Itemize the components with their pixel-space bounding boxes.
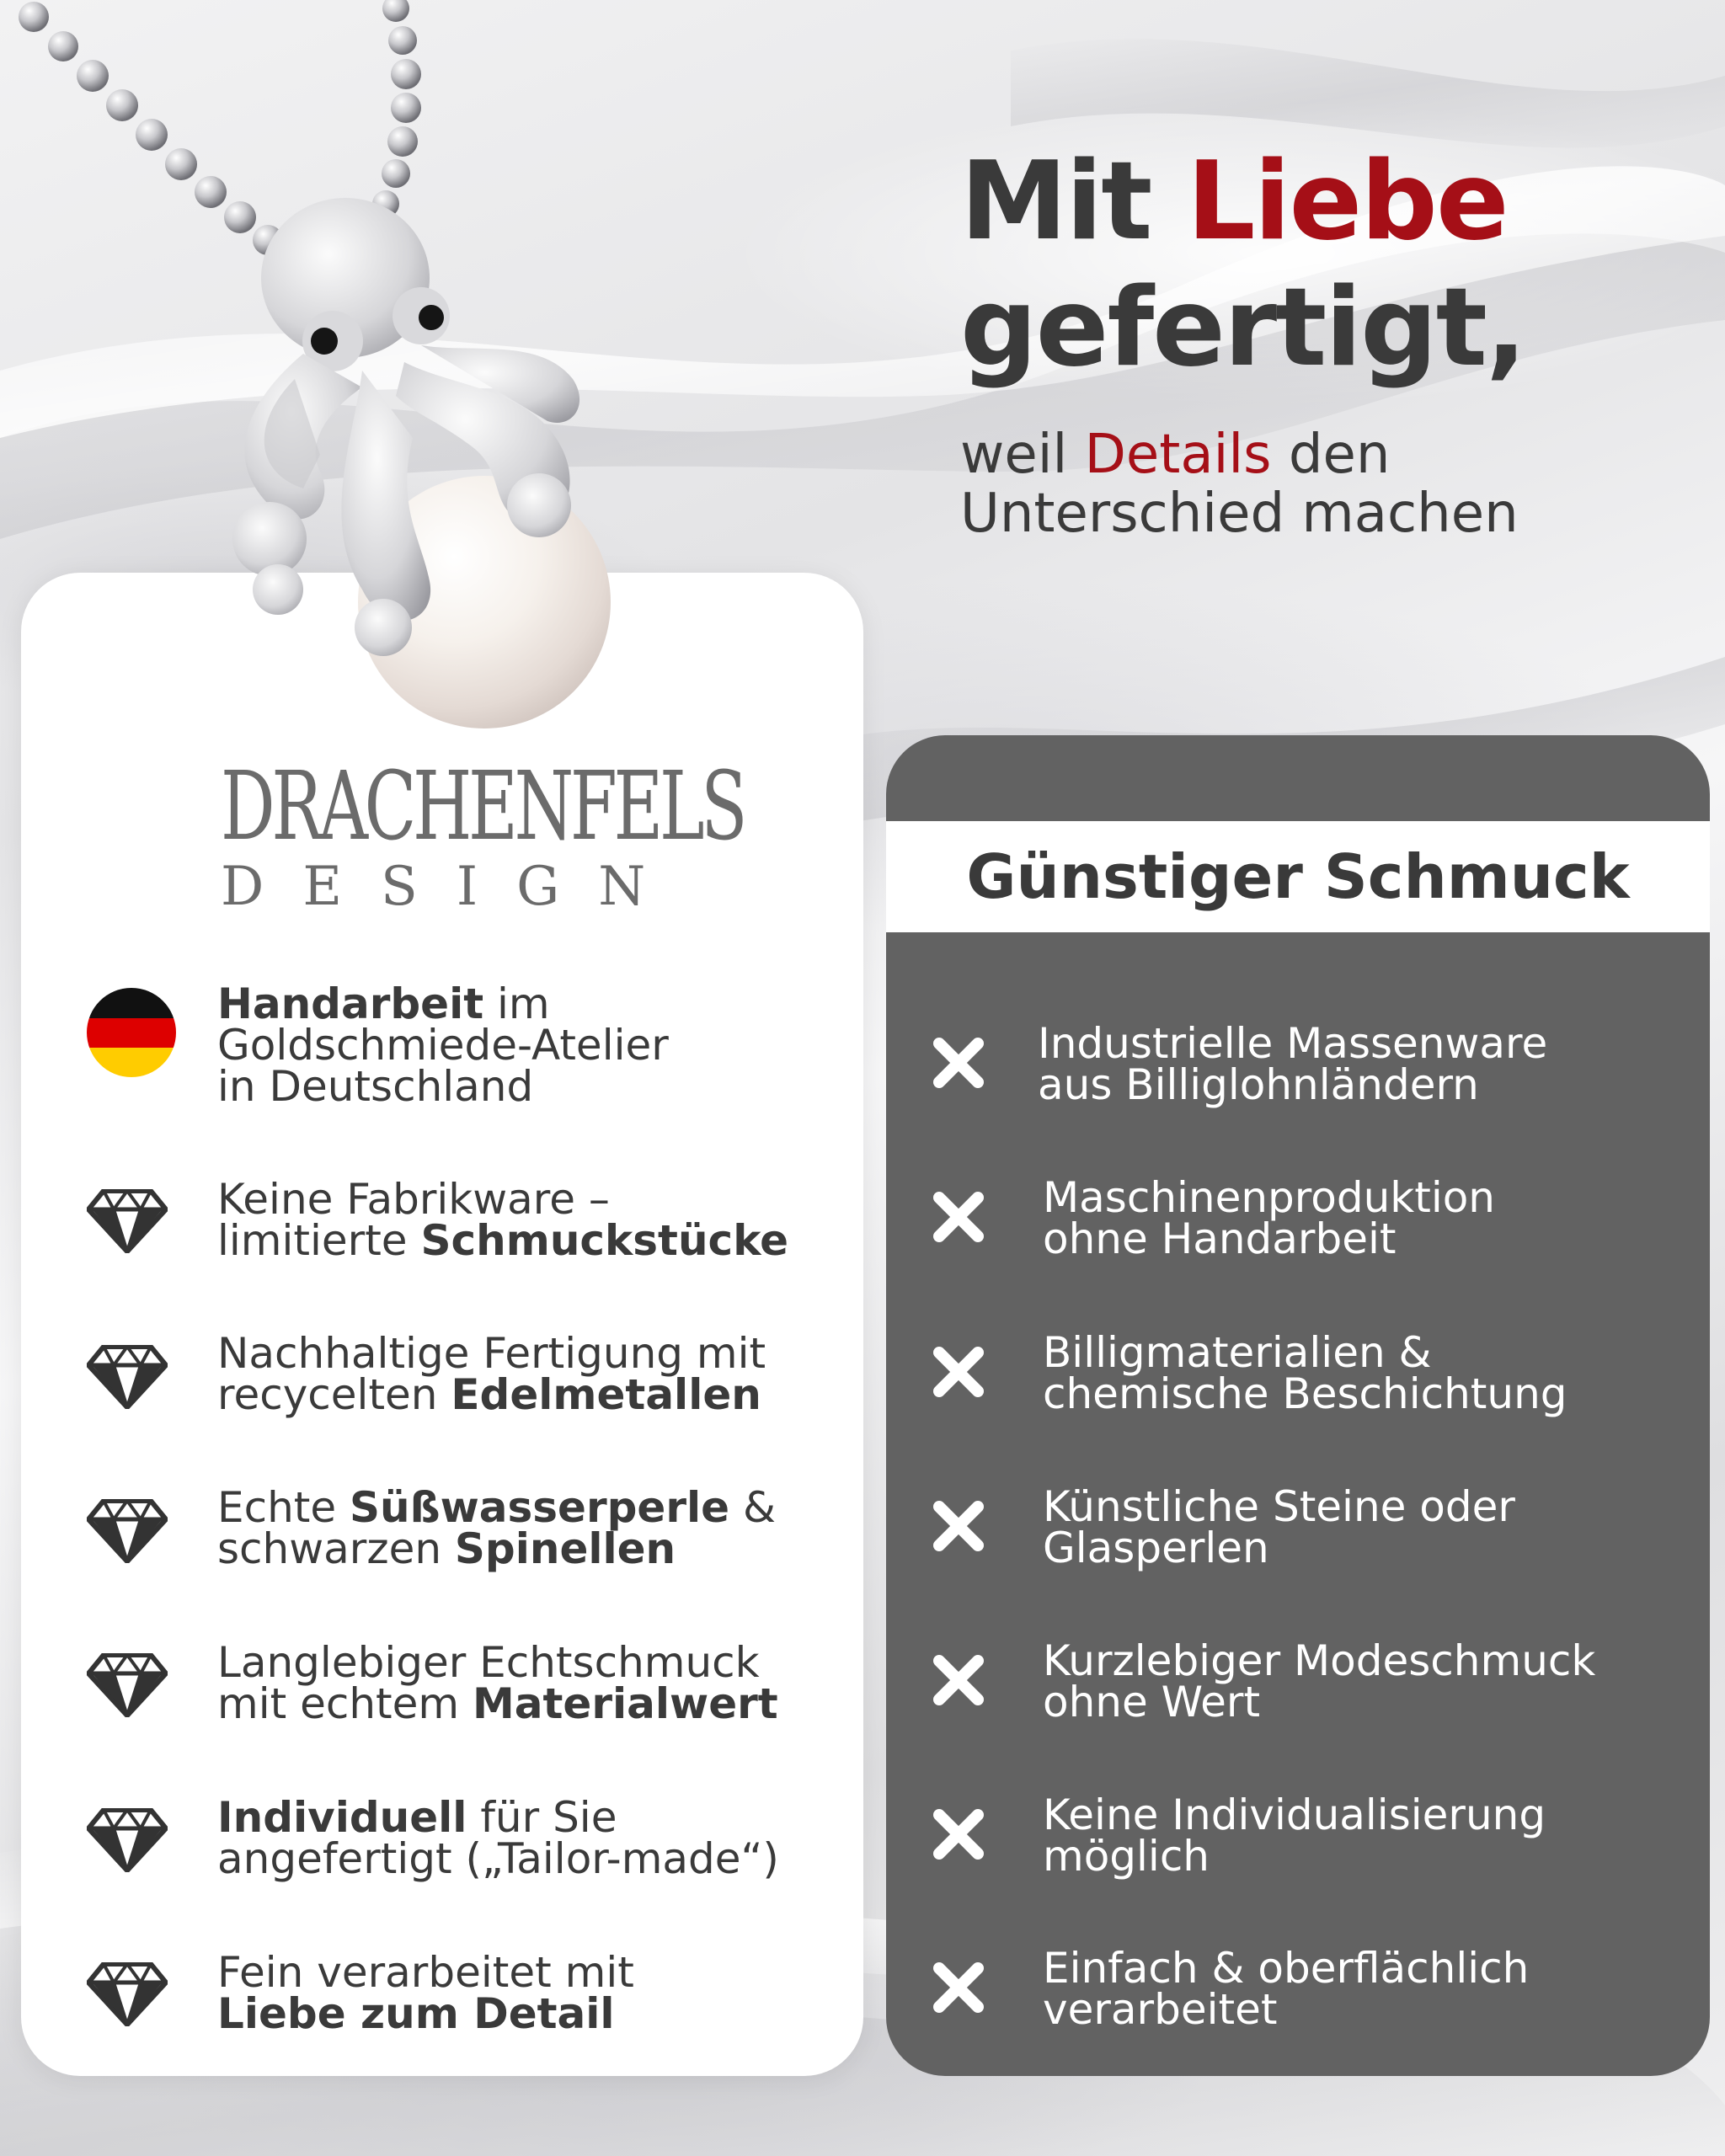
octopus-pendant-image	[0, 0, 758, 741]
x-icon	[931, 1806, 986, 1862]
x-icon	[931, 1498, 986, 1554]
feature-text-part: Nachhaltige Fertigung mit	[217, 1329, 766, 1378]
feature-text-part: recycelten	[217, 1370, 451, 1419]
subtitle-details: Details	[1084, 424, 1272, 486]
drawback-line2: aus Billiglohnländern	[1038, 1060, 1479, 1109]
diamond-icon	[87, 1962, 168, 2030]
feature-text-part: Fein verarbeitet mit	[217, 1948, 634, 1997]
drawback-text	[1043, 1328, 1708, 1418]
feature-emphasis: Handarbeit	[217, 979, 484, 1028]
drawback-text	[1043, 1173, 1708, 1263]
feature-text-part: Goldschmiede-Atelier	[217, 1021, 669, 1070]
drawback-line1: Maschinenproduktion	[1043, 1173, 1495, 1222]
drawback-text	[1038, 1019, 1703, 1109]
feature-emphasis: Liebe zum Detail	[217, 1989, 615, 2038]
feature-text	[217, 1483, 857, 1573]
drawback-line2: möglich	[1043, 1832, 1210, 1881]
feature-emphasis: Individuell	[217, 1793, 467, 1842]
feature-text-part: mit echtem	[217, 1679, 473, 1728]
feature-text-part: limitierte	[217, 1216, 421, 1265]
headline-word-gefertigt: gefertigt,	[960, 265, 1525, 391]
feature-text	[217, 1329, 857, 1419]
drawback-text	[1043, 1482, 1708, 1572]
drawback-line1: Kurzlebiger Modeschmuck	[1043, 1636, 1596, 1685]
feature-emphasis: Materialwert	[473, 1679, 778, 1728]
cheap-jewelry-title: Günstiger Schmuck	[966, 841, 1630, 912]
headline-subtitle	[960, 425, 1685, 543]
feature-text-part: Echte	[217, 1483, 350, 1532]
drawback-text	[1043, 1636, 1708, 1726]
german-flag-icon	[87, 988, 176, 1081]
x-icon	[931, 1652, 986, 1708]
feature-text	[217, 1638, 857, 1728]
drawback-line1: Einfach & oberflächlich	[1043, 1944, 1530, 1993]
diamond-icon	[87, 1345, 168, 1412]
diamond-icon	[87, 1808, 168, 1876]
subtitle-line2: Unterschied machen	[960, 483, 1519, 545]
x-icon	[931, 1189, 986, 1245]
feature-text	[217, 1175, 857, 1265]
logo-subline: DESIGN	[221, 856, 685, 918]
feature-text-part: im	[483, 979, 550, 1028]
drawback-line2: verarbeitet	[1043, 1985, 1278, 2034]
logo-wordmark: DRACHENFELS	[221, 752, 745, 862]
feature-emphasis: Spinellen	[454, 1524, 676, 1573]
x-icon	[931, 1035, 986, 1091]
drawback-line2: Glasperlen	[1043, 1524, 1269, 1572]
feature-text-part: für Sie	[467, 1793, 617, 1842]
drawback-line2: ohne Handarbeit	[1043, 1214, 1397, 1263]
drawback-line1: Keine Individualisierung	[1043, 1790, 1546, 1839]
subtitle-part: weil	[960, 424, 1085, 486]
headline-word-liebe: Liebe	[1187, 139, 1508, 264]
feature-emphasis: Edelmetallen	[451, 1370, 761, 1419]
drawback-line2: chemische Beschichtung	[1043, 1369, 1567, 1418]
feature-text-part: schwarzen	[217, 1524, 455, 1573]
feature-text-part: in Deutschland	[217, 1062, 534, 1111]
drawback-text	[1043, 1790, 1708, 1881]
feature-emphasis: Schmuckstücke	[420, 1216, 789, 1265]
subtitle-part: den	[1271, 424, 1391, 486]
drawback-line2: ohne Wert	[1043, 1678, 1261, 1726]
drawback-text	[1043, 1944, 1708, 2034]
diamond-icon	[87, 1499, 168, 1566]
x-icon	[931, 1960, 986, 2015]
headline	[960, 139, 1685, 543]
drawback-line1: Industrielle Massenware	[1038, 1019, 1548, 1068]
feature-text	[217, 979, 857, 1111]
diamond-icon	[87, 1189, 168, 1257]
x-icon	[931, 1344, 986, 1400]
diamond-icon	[87, 1653, 168, 1721]
feature-text-part: Keine Fabrikware –	[217, 1175, 610, 1224]
headline-word-mit: Mit	[960, 139, 1187, 264]
drawback-line1: Künstliche Steine oder	[1043, 1482, 1515, 1531]
drachenfels-logo	[221, 752, 745, 918]
feature-emphasis: Süßwasserperle	[350, 1483, 730, 1532]
feature-text	[217, 1793, 857, 1883]
feature-text	[217, 1948, 857, 2038]
drawback-line1: Billigmaterialien &	[1043, 1328, 1432, 1377]
feature-text-part: angefertigt („Tailor-made“)	[217, 1834, 779, 1883]
headline-title	[960, 139, 1685, 392]
feature-text-part: &	[729, 1483, 776, 1532]
feature-text-part: Langlebiger Echtschmuck	[217, 1638, 760, 1687]
